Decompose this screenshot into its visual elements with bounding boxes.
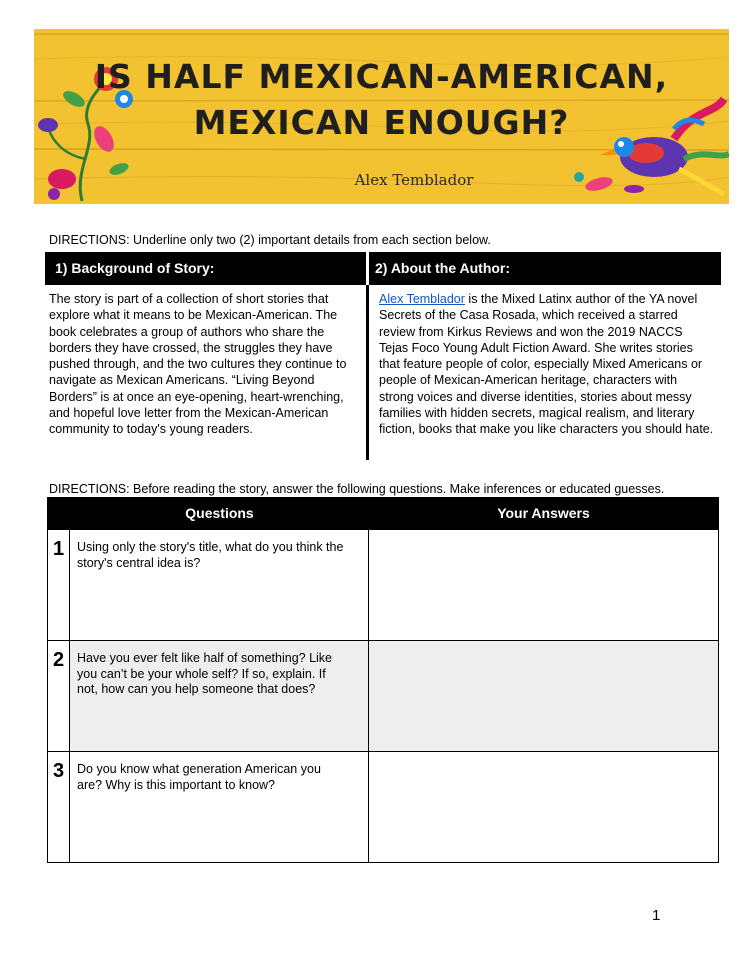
info-table xyxy=(45,252,721,460)
questions-table xyxy=(47,497,719,863)
questions-header-row xyxy=(47,497,719,530)
directions-underline: DIRECTIONS: Underline only two (2) important details from each section below. xyxy=(49,233,491,247)
header-answers: Your Answers xyxy=(497,505,590,521)
author-link[interactable]: Alex Temblador xyxy=(379,292,465,306)
question-text: Have you ever felt like half of something? Like you can’t be your whole self? If so, explain. If not, how can you help someone that does? xyxy=(77,651,332,696)
author-heading: 2) About the Author: xyxy=(369,252,721,285)
banner-title-line2: MEXICAN ENOUGH? xyxy=(193,103,570,142)
answer-field[interactable] xyxy=(368,641,718,751)
directions-before-reading: DIRECTIONS: Before reading the story, answer the following questions. Make inferences or educated guesses. xyxy=(49,482,665,496)
banner-title-line1: IS HALF MEXICAN-AMERICAN, xyxy=(94,57,669,96)
answer-field[interactable] xyxy=(368,752,718,862)
background-heading: 1) Background of Story: xyxy=(45,252,366,285)
question-text: Using only the story's title, what do you think the story's central idea is? xyxy=(77,540,344,570)
author-text: is the Mixed Latinx author of the YA novel Secrets of the Casa Rosada, which received a starred review from Kirkus Reviews and won the 2019 NACCS Tejas Foco Young Adult Fiction Award. She writes stories that feature people of color, especially Mixed Americans or people of Mexican-American heritage, characters with strong voices and diverse identities, stories about messy families with hidden secrets, magical realism, and literary fiction, books that make you like characters you should hate. xyxy=(379,292,714,437)
page-number: 1 xyxy=(652,907,661,924)
header-questions: Questions xyxy=(185,505,254,521)
table-row xyxy=(47,641,719,752)
question-number: 3 xyxy=(48,752,70,862)
question-number: 2 xyxy=(48,641,70,751)
table-row xyxy=(47,752,719,863)
background-text: The story is part of a collection of short stories that explore what it means to be Mexican-American. The book celebrates a group of authors who share the borders they have crossed, the struggles they have pushed through, and the two cultures they continue to navigate as Mexican Americans. “Living Beyond Borders” is at once an eye-opening, heart-wrenching, and hopeful love letter from the Mexican-American community to today's young readers. xyxy=(49,292,347,437)
question-number: 1 xyxy=(48,530,70,640)
header-banner xyxy=(34,29,729,204)
table-row xyxy=(47,530,719,641)
answer-field[interactable] xyxy=(368,530,718,640)
author-text-block xyxy=(379,291,715,438)
banner-author: Alex Temblador xyxy=(354,171,474,189)
column-divider xyxy=(366,285,369,460)
question-text: Do you know what generation American you are? Why is this important to know? xyxy=(77,762,321,792)
